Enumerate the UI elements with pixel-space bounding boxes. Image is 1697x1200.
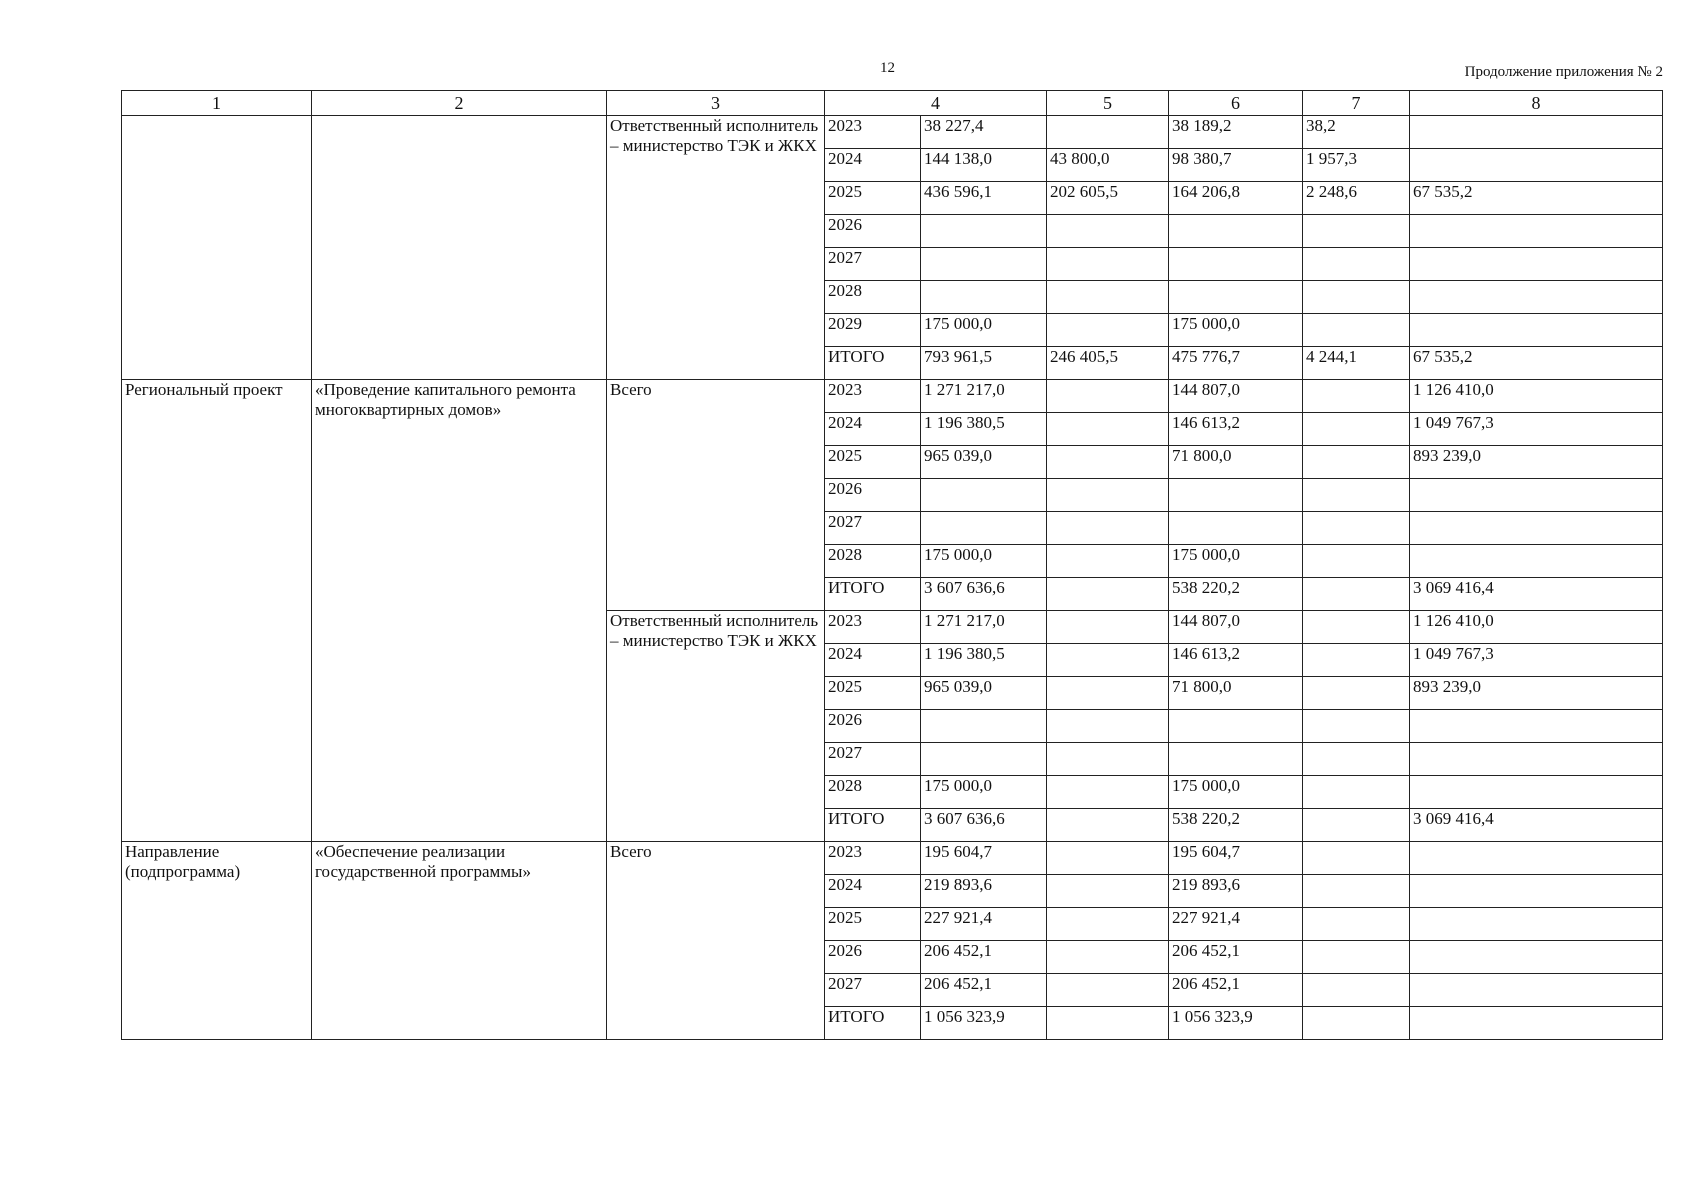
local-budget-cell (1303, 512, 1410, 545)
total-amount-cell: 144 138,0 (921, 149, 1047, 182)
total-amount-cell (921, 710, 1047, 743)
continuation-note: Продолжение приложения № 2 (1464, 64, 1663, 80)
federal-budget-cell: 202 605,5 (1047, 182, 1169, 215)
other-sources-cell (1410, 215, 1663, 248)
local-budget-cell (1303, 776, 1410, 809)
federal-budget-cell (1047, 446, 1169, 479)
regional-budget-cell: 195 604,7 (1169, 842, 1303, 875)
total-amount-cell: 436 596,1 (921, 182, 1047, 215)
local-budget-cell (1303, 677, 1410, 710)
regional-budget-cell: 175 000,0 (1169, 776, 1303, 809)
federal-budget-cell (1047, 743, 1169, 776)
federal-budget-cell (1047, 776, 1169, 809)
federal-budget-cell (1047, 611, 1169, 644)
regional-budget-cell: 98 380,7 (1169, 149, 1303, 182)
regional-budget-cell: 71 800,0 (1169, 446, 1303, 479)
total-amount-cell: 195 604,7 (921, 842, 1047, 875)
executor-cell: Ответственный исполнитель – министерство ТЭК и ЖКХ (607, 116, 825, 380)
total-amount-cell: 227 921,4 (921, 908, 1047, 941)
other-sources-cell (1410, 479, 1663, 512)
total-amount-cell (921, 479, 1047, 512)
federal-budget-cell (1047, 1007, 1169, 1040)
year-cell: 2029 (825, 314, 921, 347)
year-cell: 2023 (825, 380, 921, 413)
table-header (122, 91, 1663, 116)
column-header-1: 1 (122, 91, 312, 116)
other-sources-cell (1410, 908, 1663, 941)
other-sources-cell (1410, 314, 1663, 347)
federal-budget-cell (1047, 908, 1169, 941)
other-sources-cell: 1 126 410,0 (1410, 611, 1663, 644)
other-sources-cell (1410, 149, 1663, 182)
other-sources-cell: 893 239,0 (1410, 446, 1663, 479)
other-sources-cell: 1 049 767,3 (1410, 644, 1663, 677)
other-sources-cell (1410, 281, 1663, 314)
program-element-name-cell (312, 116, 607, 380)
federal-budget-cell (1047, 545, 1169, 578)
local-budget-cell: 4 244,1 (1303, 347, 1410, 380)
column-header-5: 5 (1047, 91, 1169, 116)
other-sources-cell (1410, 776, 1663, 809)
program-element-type-cell (122, 116, 312, 380)
local-budget-cell (1303, 446, 1410, 479)
year-cell: ИТОГО (825, 347, 921, 380)
federal-budget-cell (1047, 974, 1169, 1007)
program-element-type-cell: Направление (подпрограмма) (122, 842, 312, 1040)
year-cell: 2028 (825, 281, 921, 314)
regional-budget-cell: 219 893,6 (1169, 875, 1303, 908)
regional-budget-cell (1169, 512, 1303, 545)
other-sources-cell: 3 069 416,4 (1410, 578, 1663, 611)
other-sources-cell (1410, 842, 1663, 875)
column-header-2: 2 (312, 91, 607, 116)
year-cell: 2024 (825, 413, 921, 446)
year-cell: 2024 (825, 644, 921, 677)
other-sources-cell (1410, 116, 1663, 149)
local-budget-cell (1303, 545, 1410, 578)
year-cell: 2027 (825, 248, 921, 281)
page-number: 12 (880, 60, 895, 76)
regional-budget-cell (1169, 479, 1303, 512)
total-amount-cell: 793 961,5 (921, 347, 1047, 380)
year-cell: 2027 (825, 743, 921, 776)
total-amount-cell: 206 452,1 (921, 974, 1047, 1007)
federal-budget-cell (1047, 809, 1169, 842)
local-budget-cell (1303, 743, 1410, 776)
column-header-4: 4 (825, 91, 1047, 116)
regional-budget-cell: 144 807,0 (1169, 380, 1303, 413)
table-body (122, 116, 1663, 1040)
executor-cell: Ответственный исполнитель – министерство ТЭК и ЖКХ (607, 611, 825, 842)
total-amount-cell: 38 227,4 (921, 116, 1047, 149)
regional-budget-cell (1169, 215, 1303, 248)
federal-budget-cell (1047, 710, 1169, 743)
total-amount-cell (921, 248, 1047, 281)
regional-budget-cell: 38 189,2 (1169, 116, 1303, 149)
year-cell: 2024 (825, 875, 921, 908)
federal-budget-cell (1047, 578, 1169, 611)
year-cell: ИТОГО (825, 809, 921, 842)
year-cell: 2023 (825, 116, 921, 149)
year-cell: 2027 (825, 974, 921, 1007)
local-budget-cell (1303, 710, 1410, 743)
federal-budget-cell (1047, 116, 1169, 149)
regional-budget-cell: 538 220,2 (1169, 578, 1303, 611)
federal-budget-cell (1047, 644, 1169, 677)
other-sources-cell: 893 239,0 (1410, 677, 1663, 710)
year-cell: 2027 (825, 512, 921, 545)
other-sources-cell (1410, 875, 1663, 908)
other-sources-cell: 67 535,2 (1410, 347, 1663, 380)
other-sources-cell (1410, 941, 1663, 974)
table-row (122, 842, 1663, 875)
year-cell: 2025 (825, 677, 921, 710)
executor-cell: Всего (607, 842, 825, 1040)
other-sources-cell: 1 049 767,3 (1410, 413, 1663, 446)
total-amount-cell (921, 512, 1047, 545)
total-amount-cell: 1 271 217,0 (921, 380, 1047, 413)
regional-budget-cell (1169, 281, 1303, 314)
federal-budget-cell (1047, 281, 1169, 314)
local-budget-cell (1303, 413, 1410, 446)
other-sources-cell (1410, 974, 1663, 1007)
other-sources-cell (1410, 512, 1663, 545)
other-sources-cell (1410, 743, 1663, 776)
regional-budget-cell: 1 056 323,9 (1169, 1007, 1303, 1040)
federal-budget-cell (1047, 875, 1169, 908)
executor-cell: Всего (607, 380, 825, 611)
local-budget-cell (1303, 842, 1410, 875)
budget-table (121, 90, 1663, 1040)
local-budget-cell (1303, 578, 1410, 611)
program-element-type-cell: Региональный проект (122, 380, 312, 842)
federal-budget-cell (1047, 479, 1169, 512)
local-budget-cell (1303, 941, 1410, 974)
year-cell: ИТОГО (825, 1007, 921, 1040)
total-amount-cell: 1 196 380,5 (921, 644, 1047, 677)
regional-budget-cell: 538 220,2 (1169, 809, 1303, 842)
other-sources-cell (1410, 545, 1663, 578)
local-budget-cell (1303, 974, 1410, 1007)
local-budget-cell (1303, 281, 1410, 314)
column-header-6: 6 (1169, 91, 1303, 116)
local-budget-cell (1303, 1007, 1410, 1040)
total-amount-cell: 1 271 217,0 (921, 611, 1047, 644)
total-amount-cell: 965 039,0 (921, 446, 1047, 479)
column-header-7: 7 (1303, 91, 1410, 116)
federal-budget-cell (1047, 677, 1169, 710)
local-budget-cell (1303, 611, 1410, 644)
federal-budget-cell (1047, 215, 1169, 248)
table-row (122, 116, 1663, 149)
local-budget-cell (1303, 248, 1410, 281)
total-amount-cell (921, 215, 1047, 248)
year-cell: 2028 (825, 545, 921, 578)
federal-budget-cell: 246 405,5 (1047, 347, 1169, 380)
total-amount-cell: 219 893,6 (921, 875, 1047, 908)
header-row (122, 91, 1663, 116)
local-budget-cell (1303, 908, 1410, 941)
year-cell: 2026 (825, 941, 921, 974)
year-cell: 2024 (825, 149, 921, 182)
federal-budget-cell (1047, 842, 1169, 875)
federal-budget-cell: 43 800,0 (1047, 149, 1169, 182)
year-cell: 2026 (825, 215, 921, 248)
year-cell: 2025 (825, 182, 921, 215)
program-element-name-cell: «Проведение капитального ремонта многоквартирных домов» (312, 380, 607, 842)
local-budget-cell (1303, 380, 1410, 413)
regional-budget-cell (1169, 743, 1303, 776)
column-header-8: 8 (1410, 91, 1663, 116)
regional-budget-cell (1169, 710, 1303, 743)
year-cell: 2023 (825, 842, 921, 875)
regional-budget-cell (1169, 248, 1303, 281)
local-budget-cell: 2 248,6 (1303, 182, 1410, 215)
total-amount-cell (921, 743, 1047, 776)
local-budget-cell (1303, 479, 1410, 512)
total-amount-cell: 175 000,0 (921, 314, 1047, 347)
program-element-name-cell: «Обеспечение реализации государственной программы» (312, 842, 607, 1040)
federal-budget-cell (1047, 941, 1169, 974)
local-budget-cell: 38,2 (1303, 116, 1410, 149)
year-cell: 2025 (825, 446, 921, 479)
year-cell: 2025 (825, 908, 921, 941)
other-sources-cell: 1 126 410,0 (1410, 380, 1663, 413)
federal-budget-cell (1047, 413, 1169, 446)
regional-budget-cell: 175 000,0 (1169, 545, 1303, 578)
year-cell: 2026 (825, 710, 921, 743)
other-sources-cell: 67 535,2 (1410, 182, 1663, 215)
regional-budget-cell: 164 206,8 (1169, 182, 1303, 215)
year-cell: 2028 (825, 776, 921, 809)
table-row (122, 380, 1663, 413)
total-amount-cell: 1 056 323,9 (921, 1007, 1047, 1040)
year-cell: ИТОГО (825, 578, 921, 611)
total-amount-cell: 3 607 636,6 (921, 809, 1047, 842)
year-cell: 2026 (825, 479, 921, 512)
total-amount-cell: 1 196 380,5 (921, 413, 1047, 446)
other-sources-cell (1410, 1007, 1663, 1040)
regional-budget-cell: 206 452,1 (1169, 941, 1303, 974)
regional-budget-cell: 144 807,0 (1169, 611, 1303, 644)
local-budget-cell: 1 957,3 (1303, 149, 1410, 182)
regional-budget-cell: 146 613,2 (1169, 644, 1303, 677)
other-sources-cell (1410, 710, 1663, 743)
local-budget-cell (1303, 809, 1410, 842)
local-budget-cell (1303, 875, 1410, 908)
local-budget-cell (1303, 215, 1410, 248)
total-amount-cell: 965 039,0 (921, 677, 1047, 710)
regional-budget-cell: 71 800,0 (1169, 677, 1303, 710)
year-cell: 2023 (825, 611, 921, 644)
regional-budget-cell: 206 452,1 (1169, 974, 1303, 1007)
regional-budget-cell: 227 921,4 (1169, 908, 1303, 941)
regional-budget-cell: 475 776,7 (1169, 347, 1303, 380)
other-sources-cell (1410, 248, 1663, 281)
total-amount-cell (921, 281, 1047, 314)
other-sources-cell: 3 069 416,4 (1410, 809, 1663, 842)
total-amount-cell: 206 452,1 (921, 941, 1047, 974)
federal-budget-cell (1047, 380, 1169, 413)
column-header-3: 3 (607, 91, 825, 116)
total-amount-cell: 3 607 636,6 (921, 578, 1047, 611)
regional-budget-cell: 175 000,0 (1169, 314, 1303, 347)
federal-budget-cell (1047, 314, 1169, 347)
total-amount-cell: 175 000,0 (921, 545, 1047, 578)
local-budget-cell (1303, 314, 1410, 347)
regional-budget-cell: 146 613,2 (1169, 413, 1303, 446)
federal-budget-cell (1047, 512, 1169, 545)
total-amount-cell: 175 000,0 (921, 776, 1047, 809)
federal-budget-cell (1047, 248, 1169, 281)
local-budget-cell (1303, 644, 1410, 677)
